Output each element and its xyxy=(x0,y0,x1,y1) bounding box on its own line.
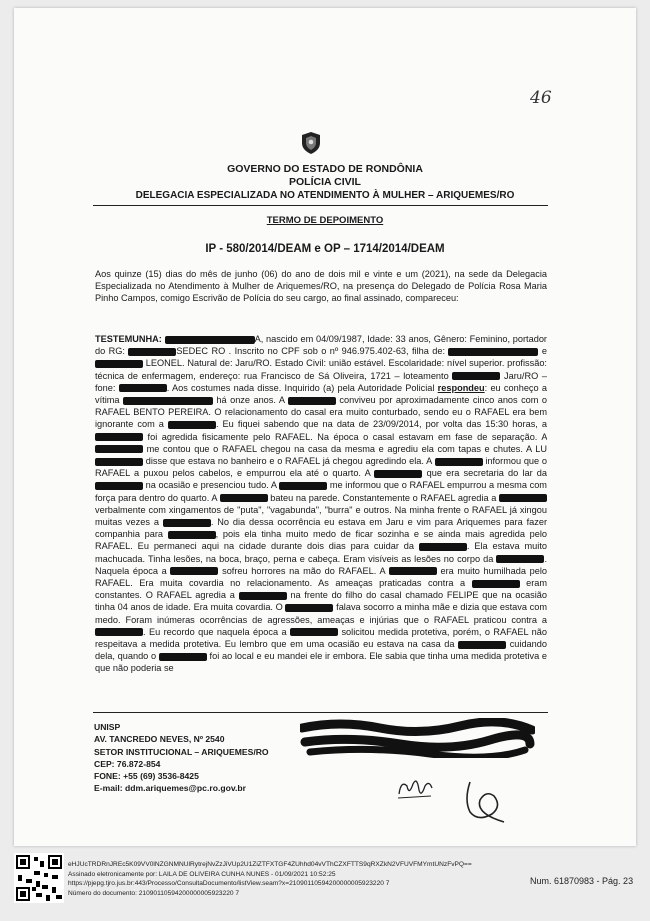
testimony-label: TESTEMUNHA: xyxy=(95,334,162,344)
testimony-text: . Naquela época a xyxy=(95,553,547,576)
testimony-text: . Eu recordo que naquela época a xyxy=(143,626,287,637)
testimony-text: informou que o RAFAEL a puxou pelos cabelos, e empurrou ela até o quarto. A xyxy=(95,456,547,479)
testimony-text: sofreu horrores na mão do RAFAEL. A xyxy=(222,565,386,576)
respondeu-word: respondeu xyxy=(437,382,485,393)
document-title xyxy=(0,215,650,226)
page-label: Num. 61870983 - Pág. 23 xyxy=(530,876,634,886)
redaction xyxy=(95,445,143,453)
redaction xyxy=(452,372,500,380)
footer-line: UNISP xyxy=(94,722,121,732)
testimony-text: bateu na parede. Constantemente o RAFAEL agredia a xyxy=(270,492,497,503)
redaction xyxy=(128,348,176,356)
handwritten-page-number: 46 xyxy=(530,88,552,108)
redaction xyxy=(279,482,327,490)
signed-by: Assinado eletronicamente por: LAILA DE OLIVEIRA CUNHA NUNES - 01/09/2021 10:52:25 xyxy=(68,870,336,878)
redaction xyxy=(119,384,167,392)
redaction xyxy=(290,628,338,636)
redaction xyxy=(499,494,547,502)
redaction-scribble xyxy=(300,718,535,758)
testimony-text: foi ao local e eu mandei ele ir embora. Ele sabia que tinha uma medida protetiva e que não poderia se xyxy=(95,651,547,674)
header-government: GOVERNO DO ESTADO DE RONDÔNIA xyxy=(227,163,423,175)
testimony-text: . No dia dessa ocorrência eu estava em Jaru e vim para Ariquemes para fazer companhia para xyxy=(95,517,547,540)
case-number: IP - 580/2014/DEAM e OP – 1714/2014/DEAM xyxy=(205,243,445,255)
redaction xyxy=(472,580,520,588)
redaction xyxy=(288,397,336,405)
testimony-text: e xyxy=(541,346,547,357)
redaction xyxy=(448,348,538,356)
signature-initials xyxy=(395,772,435,802)
testimony-text: : eu conheço a vítima xyxy=(95,382,547,406)
testimony-text: foi agredida fisicamente pelo RAFAEL. Na época o casal estavam em fase de separação. A xyxy=(147,431,547,442)
redaction xyxy=(159,653,207,661)
testimony-text: verbalmente com xingamentos de "puta", "vagabunda", "burra" e outros. Na minha frente o RAFAEL já xingou muitas vezes a xyxy=(95,504,547,528)
header-delegacia: DELEGACIA ESPECIALIZADA NO ATENDIMENTO À MULHER – ARIQUEMES/RO xyxy=(135,190,515,201)
redaction xyxy=(239,592,287,600)
redaction xyxy=(95,433,143,441)
testimony-text: SEDEC RO . Inscrito no CPF sob o nº 946.975.402-63, filha de: xyxy=(176,346,446,357)
qr-code-icon xyxy=(14,853,64,903)
testimony-text: A, nascido em 04/09/1987, Idade: 33 anos, Gênero: Feminino, portador do RG: xyxy=(95,334,547,357)
redaction xyxy=(389,567,437,575)
header-divider xyxy=(93,205,548,206)
intro-paragraph: Aos quinze (15) dias do mês de junho (06) do ano de dois mil e vinte e um (2021), na sede da Delegacia Especializada no Atendimento à Mulher de Ariquemes/RO, na presença do Delegado de Polícia Rosa Maria Pinho Campos, comigo Escrivão de Polícia do seu cargo, ao final assinado, compareceu: xyxy=(95,269,547,304)
footer-line: FONE: +55 (69) 3536-8425 xyxy=(94,771,199,782)
testimony-text: era muito humilhada pelo RAFAEL. Era muita covardia no relacionamento. As ameaças praticadas contra a xyxy=(95,565,547,589)
document-title-text: TERMO DE DEPOIMENTO xyxy=(266,215,384,226)
signature-hash: eHJUcTRDRnJREc5K09VV0lNZGNMNUlRytrejNvZzJiVUp2U1ZiZTFXTGF4ZUhhd04vVThCZXFTTS9qRXZkN2VFUVFMYmtUNzFvPQ== xyxy=(68,861,472,868)
testimony-text: Jaru/RO – fone: xyxy=(95,370,547,393)
redaction xyxy=(165,336,255,344)
redaction xyxy=(168,531,216,539)
testimony-text: falava socorro a minha mãe e dizia que estava com medo. Foram inúmeras ocorrências de agressões, ameaças e injúrias que o RAFAEL praticou contra a xyxy=(95,602,547,625)
testimony-text: LEONEL. Natural de: Jaru/RO. Estado Civil: união estável. Escolaridade: nível superior. profissão: técnica de enfermagem, endereço: rua Francisco de Sá Oliveira, 1721 – loteamento xyxy=(95,358,547,381)
redaction xyxy=(170,567,218,575)
signature-mark xyxy=(458,778,508,824)
testimony-text: solicitou medida protetiva, porém, o RAFAEL não respeitava a medida protetiva. Eu lembro que em uma ocasião eu estava na casa da xyxy=(95,626,547,650)
testimony-text: , pois ela tinha muito medo de ficar sozinha e se ainda mais agredida pelo RAFAEL. Eu permaneci aqui na cidade durante dois dias para cuidar da xyxy=(95,529,547,552)
testimony-text: . Eu fiquei sabendo que na data de 23/09/2014, por volta das 15:30 horas, a xyxy=(215,419,547,430)
redaction xyxy=(168,421,216,429)
redaction xyxy=(419,543,467,551)
testimony-text: que era secretaria do lar da xyxy=(426,468,547,479)
footer-address xyxy=(94,721,269,795)
testimony-text: cuidando dela, quando o xyxy=(95,639,547,662)
document-url[interactable]: https://pjepg.tjro.jus.br:443/Processo/ConsultaDocumento/listView.seam?x=21090110594200000005923220 7 xyxy=(68,880,390,888)
testimony-text: eram constantes. O RAFAEL agredia a xyxy=(95,578,547,601)
police-crest-icon xyxy=(299,131,323,155)
redaction xyxy=(95,458,143,466)
testimony-text: disse que estava no banheiro e o RAFAEL já chegou agredindo ela. A xyxy=(145,456,432,467)
footer-divider xyxy=(93,712,548,713)
redaction xyxy=(285,604,333,612)
testimony-text: . Aos costumes nada disse. Inquirido (a) pela Autoridade Policial xyxy=(166,382,435,393)
redaction xyxy=(220,494,268,502)
testimony-text: há onze anos. A xyxy=(216,395,285,406)
redaction xyxy=(374,470,422,478)
footer-email: E-mail: ddm.ariquemes@pc.ro.gov.br xyxy=(94,783,246,794)
electronic-signature-block xyxy=(68,860,472,898)
redaction xyxy=(123,397,213,405)
redaction xyxy=(95,628,143,636)
footer-line: AV. TANCREDO NEVES, Nº 2540 xyxy=(94,734,225,745)
testimony-paragraph xyxy=(95,333,547,703)
header-police: POLÍCIA CIVIL xyxy=(289,176,361,188)
redaction xyxy=(163,519,211,527)
footer-line: SETOR INSTITUCIONAL – ARIQUEMES/RO xyxy=(94,746,269,757)
document-number: Número do documento: 21090110594200000005923220 7 xyxy=(68,889,240,897)
testimony-text: me contou que o RAFAEL chegou na casa da mesma e agrediu ela com tapas e chutes. A LU xyxy=(146,443,547,454)
redaction xyxy=(496,555,544,563)
redaction xyxy=(435,458,483,466)
testimony-text: me informou que o RAFAEL empurrou a mesma com força para dentro do quarto. A xyxy=(95,480,547,503)
redaction xyxy=(458,641,506,649)
testimony-text: conviveu por aproximadamente cinco anos com o RAFAEL BENTO PEREIRA. O relacionamento do casal era muito conturbado, sendo eu o RAFAEL era bem ignorante com a xyxy=(95,395,547,430)
testimony-text: . Ela estava muito machucada. Tinha lesões, na boca, braço, perna e cabeça. Eram visíveis as lesões no corpo da xyxy=(95,541,547,564)
redaction xyxy=(95,360,143,368)
footer-line: CEP: 76.872-854 xyxy=(94,758,161,769)
testimony-text: na ocasião e presenciou tudo. A xyxy=(145,480,277,491)
redaction xyxy=(95,482,143,490)
testimony-text: na frente do filho do casal chamado FELIPE que na ocasião tinha 04 anos de idade. Era muita covardia. O xyxy=(95,590,547,613)
